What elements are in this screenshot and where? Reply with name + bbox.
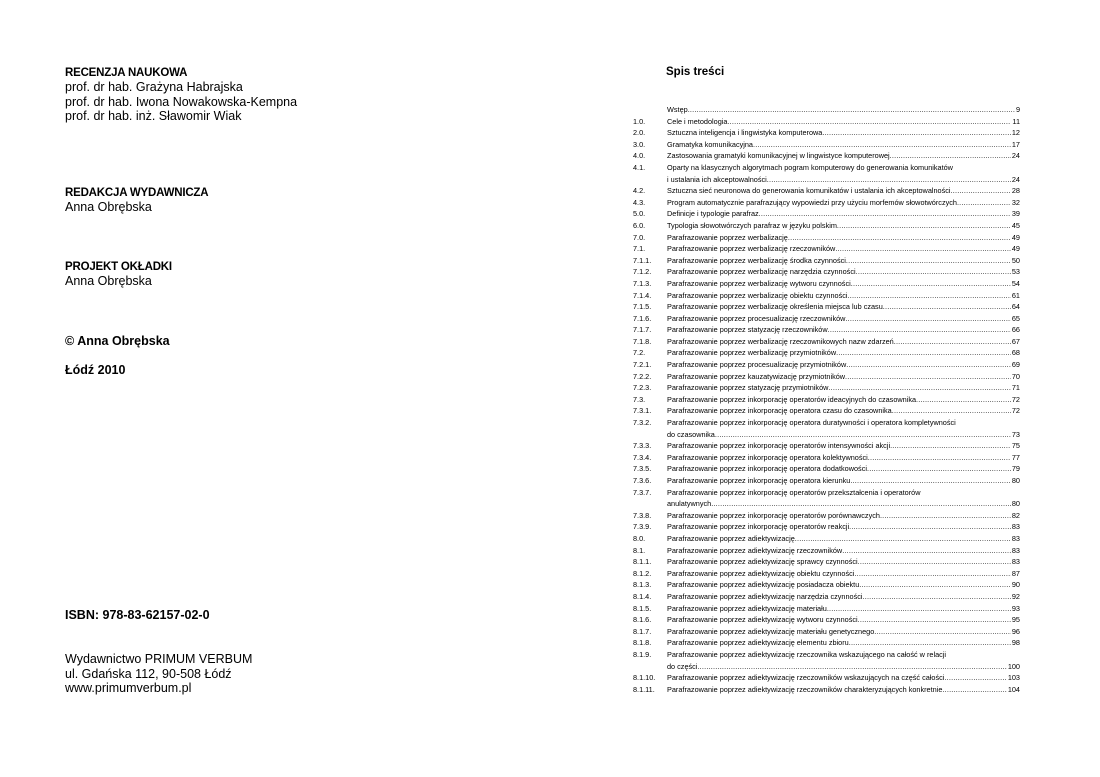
toc-entry-number: 1.0. xyxy=(633,116,646,126)
toc-entry-page: 53 xyxy=(1011,267,1020,277)
toc-entry-page: 54 xyxy=(1011,278,1020,288)
toc-title: Spis treści xyxy=(666,66,725,78)
toc-entry-title: Parafrazowanie poprzez inkorporację operatorów reakcji xyxy=(667,522,850,532)
editorial-block xyxy=(65,186,208,215)
toc-dot-leader xyxy=(894,336,1011,348)
toc-entry-page: 69 xyxy=(1011,360,1020,370)
toc-entry-number: 7.1.7. xyxy=(633,325,652,335)
toc-entry-page: 24 xyxy=(1011,174,1020,184)
toc-dot-leader xyxy=(711,498,1011,510)
toc-entry-page: 32 xyxy=(1011,197,1020,207)
toc-entry xyxy=(633,603,1020,615)
toc-entry xyxy=(633,127,1020,139)
toc-entry xyxy=(633,255,1020,267)
toc-entry xyxy=(633,359,1020,371)
toc-entry-page: 83 xyxy=(1011,522,1020,532)
toc-entry-page: 83 xyxy=(1011,557,1020,567)
copyright: © Anna Obrębska xyxy=(65,334,170,348)
toc-entry xyxy=(633,533,1020,545)
toc-entry xyxy=(633,637,1020,649)
toc-entry-number: 7.1. xyxy=(633,244,646,254)
toc-entry xyxy=(633,162,1020,185)
toc-entry-number: 7.3.5. xyxy=(633,464,652,474)
toc-entry-page: 73 xyxy=(1011,429,1020,439)
toc-entry-page: 9 xyxy=(1015,105,1020,114)
toc-entry xyxy=(633,405,1020,417)
toc-entry xyxy=(633,266,1020,278)
toc-entry-number: 8.1.7. xyxy=(633,626,652,636)
toc-entry-number: 7.0. xyxy=(633,232,646,242)
toc-entry-title: Parafrazowanie poprzez inkorporację operatora duratywności i operatora kompletywności xyxy=(667,418,956,428)
reviewer-2: prof. dr hab. Iwona Nowakowska-Kempna xyxy=(65,94,298,109)
toc-dot-leader xyxy=(883,301,1011,313)
toc-dot-leader xyxy=(753,139,1011,151)
toc-entry-number: 8.0. xyxy=(633,533,646,543)
toc-entry-number: 4.3. xyxy=(633,197,646,207)
toc-dot-leader xyxy=(858,556,1011,568)
toc-dot-leader xyxy=(837,220,1011,232)
toc-entry-page: 79 xyxy=(1011,464,1020,474)
toc-dot-leader xyxy=(951,185,1011,197)
toc-entry-title: Parafrazowanie poprzez werbalizację wytworu czynności xyxy=(667,278,851,288)
reviewer-3: prof. dr hab. inż. Sławomir Wiak xyxy=(65,109,242,123)
toc-dot-leader xyxy=(858,614,1011,626)
toc-dot-leader xyxy=(854,568,1010,580)
toc-entry xyxy=(633,313,1020,325)
toc-dot-leader xyxy=(868,452,1011,464)
cover-block xyxy=(65,260,172,289)
toc-entry-title: Parafrazowanie poprzez procesualizację przymiotników xyxy=(667,360,847,370)
toc-entry-number: 8.1.10. xyxy=(633,673,656,683)
toc-entry-title: Parafrazowanie poprzez inkorporację operatorów ideacyjnych do czasownika xyxy=(667,394,917,404)
toc-entry-title: Parafrazowanie poprzez werbalizację środka czynności xyxy=(667,255,846,265)
toc-entry-title: Parafrazowanie poprzez adiektywizację narzędzia czynności xyxy=(667,591,863,601)
toc-entry xyxy=(633,371,1020,383)
toc-entry xyxy=(633,104,1020,116)
toc-entry-page: 87 xyxy=(1011,568,1020,578)
toc-entry-page: 68 xyxy=(1011,348,1020,358)
toc-entry-number: 7.1.1. xyxy=(633,255,652,265)
toc-entry-title: Parafrazowanie poprzez procesualizację rzeczowników xyxy=(667,313,846,323)
toc-entry xyxy=(633,521,1020,533)
toc-entry-page: 72 xyxy=(1011,394,1020,404)
toc-entry-number: 8.1.8. xyxy=(633,638,652,648)
toc-entry-page: 93 xyxy=(1011,603,1020,613)
toc-entry xyxy=(633,672,1020,684)
toc-entry xyxy=(633,475,1020,487)
toc-dot-leader xyxy=(957,197,1011,209)
toc-entry xyxy=(633,347,1020,359)
toc-entry-page: 70 xyxy=(1011,371,1020,381)
toc-dot-leader xyxy=(788,232,1011,244)
toc-entry-page: 39 xyxy=(1011,209,1020,219)
toc-entry-title: Parafrazowanie poprzez adiektywizację posiadacza obiektu xyxy=(667,580,860,590)
toc-entry-title: Program automatycznie parafrazujący wypowiedzi przy użyciu morfemów słowotwórczych xyxy=(667,197,957,207)
toc-entry-title: Definicje i typologie parafraz xyxy=(667,209,759,219)
toc-entry-number: 7.1.3. xyxy=(633,278,652,288)
toc-dot-leader xyxy=(849,637,1011,649)
toc-entry xyxy=(633,579,1020,591)
toc-dot-leader xyxy=(849,521,1011,533)
toc-entry-number: 7.1.4. xyxy=(633,290,652,300)
toc-dot-leader xyxy=(916,394,1011,406)
toc-entry-title: Parafrazowanie poprzez inkorporację operatorów intensywności akcji xyxy=(667,441,891,451)
toc-entry-page: 90 xyxy=(1011,580,1020,590)
toc-entry-number: 8.1.2. xyxy=(633,568,652,578)
toc-dot-leader xyxy=(845,313,1010,325)
toc-dot-leader xyxy=(874,626,1011,638)
toc-dot-leader xyxy=(727,116,1011,128)
publisher-address: ul. Gdańska 112, 90-508 Łódź xyxy=(65,666,232,681)
toc-entry-number: 6.0. xyxy=(633,220,646,230)
toc-entry xyxy=(633,336,1020,348)
toc-entry-title: Parafrazowanie poprzez adiektywizację rzeczowników charakteryzujących konkretnie xyxy=(667,684,943,694)
toc-entry-number: 7.2. xyxy=(633,348,646,358)
toc-dot-leader xyxy=(845,371,1011,383)
toc-entry xyxy=(633,324,1020,336)
toc-dot-leader xyxy=(892,405,1011,417)
toc-entry-number: 8.1.3. xyxy=(633,580,652,590)
toc-dot-leader xyxy=(863,591,1011,603)
toc-dot-leader xyxy=(759,208,1011,220)
toc-dot-leader xyxy=(822,127,1011,139)
cover-name: Anna Obrębska xyxy=(65,274,152,288)
toc-dot-leader xyxy=(890,150,1011,162)
toc-entry-page: 49 xyxy=(1011,244,1020,254)
toc-entry-number: 7.3.6. xyxy=(633,476,652,485)
toc-entry-number-spacer xyxy=(633,174,667,186)
toc-dot-leader xyxy=(942,684,1006,696)
toc-entry-title: Gramatyka komunikacyjna xyxy=(667,139,753,149)
toc-entry xyxy=(633,626,1020,638)
toc-entry xyxy=(633,614,1020,626)
toc-entry-title: Parafrazowanie poprzez adiektywizację materiału genetycznego xyxy=(667,626,875,636)
toc-dot-leader xyxy=(828,382,1010,394)
toc-entry-title: Parafrazowanie poprzez werbalizację przymiotników xyxy=(667,348,837,358)
toc-entry-number: 8.1.4. xyxy=(633,591,652,601)
toc-entry-number: 2.0. xyxy=(633,128,646,138)
toc-dot-leader xyxy=(767,174,1011,186)
toc-entry xyxy=(633,440,1020,452)
toc-dot-leader xyxy=(890,440,1011,452)
toc-entry-title-continuation: anulatywnych xyxy=(667,499,712,509)
toc-dot-leader xyxy=(697,661,1006,673)
toc-dot-leader xyxy=(944,672,1006,684)
toc-dot-leader xyxy=(795,533,1011,545)
toc-entry-number: 4.0. xyxy=(633,151,646,161)
toc-entry-title: Parafrazowanie poprzez werbalizację narzędzia czynności xyxy=(667,267,856,277)
toc-dot-leader xyxy=(828,324,1011,336)
toc-entry xyxy=(633,510,1020,522)
toc-dot-leader xyxy=(715,429,1011,441)
toc-entry xyxy=(633,185,1020,197)
toc-entry-page: 80 xyxy=(1011,476,1020,485)
toc-entry-page: 103 xyxy=(1007,673,1020,683)
toc-entry-number: 8.1.6. xyxy=(633,615,652,625)
toc-entry xyxy=(633,232,1020,244)
toc-entry-number: 4.2. xyxy=(633,186,646,196)
toc-entry-title: Parafrazowanie poprzez adiektywizację rzeczowników xyxy=(667,545,843,555)
toc-entry-page: 75 xyxy=(1011,441,1020,451)
publisher-name: Wydawnictwo PRIMUM VERBUM xyxy=(65,652,253,666)
place-year: Łódź 2010 xyxy=(65,363,126,377)
toc-entry-title: Parafrazowanie poprzez kauzatywizację przymiotników xyxy=(667,371,846,381)
publisher-website: www.primumverbum.pl xyxy=(65,681,192,695)
toc-entry-page: 64 xyxy=(1011,302,1020,312)
toc-entry xyxy=(633,556,1020,568)
toc-entry-number: 7.3.9. xyxy=(633,522,652,532)
toc-entry-number: 7.3.3. xyxy=(633,441,652,451)
toc-entry-title: Sztuczna sieć neuronowa do generowania komunikatów i ustalania ich akceptowalności xyxy=(667,186,951,196)
toc-entry-title: Parafrazowanie poprzez adiektywizację elementu zbioru xyxy=(667,638,849,648)
toc-entry-number: 7.1.5. xyxy=(633,302,652,312)
toc-entry xyxy=(633,545,1020,557)
toc-entry-page: 17 xyxy=(1011,139,1020,149)
toc-entry xyxy=(633,417,1020,440)
toc-entry-page: 61 xyxy=(1011,290,1020,300)
toc-entry-title: Parafrazowanie poprzez statyzację przymiotników xyxy=(667,383,829,393)
toc-dot-leader xyxy=(842,545,1011,557)
toc-entry-title: Sztuczna inteligencja i lingwistyka komputerowa xyxy=(667,128,823,138)
toc-dot-leader xyxy=(846,359,1011,371)
toc-entry xyxy=(633,150,1020,162)
toc-entry-page: 98 xyxy=(1011,638,1020,648)
toc-entry-page: 50 xyxy=(1011,255,1020,265)
publisher-block xyxy=(65,652,252,696)
toc-entry-page: 24 xyxy=(1011,151,1020,161)
review-heading: RECENZJA NAUKOWA xyxy=(65,67,188,79)
toc-entry-number: 8.1.11. xyxy=(633,684,655,694)
toc-entry-number-spacer xyxy=(633,498,667,510)
toc-entry-page: 80 xyxy=(1011,499,1020,509)
toc-entry-number: 8.1.1. xyxy=(633,557,652,567)
toc-entry xyxy=(633,463,1020,475)
toc-entry-title: Parafrazowanie poprzez adiektywizację sprawcy czynności xyxy=(667,557,858,567)
toc-entry-title: Parafrazowanie poprzez inkorporację operatora kierunku xyxy=(667,476,851,485)
toc-entry-title-continuation: do czasownika xyxy=(667,429,715,439)
toc-entry-title: Parafrazowanie poprzez adiektywizację wytworu czynności xyxy=(667,615,858,625)
toc-entry-page: 77 xyxy=(1011,452,1020,462)
toc-entry-page: 67 xyxy=(1011,336,1020,346)
toc-entry-page: 72 xyxy=(1011,406,1020,416)
isbn: ISBN: 978-83-62157-02-0 xyxy=(65,608,210,622)
toc-dot-leader xyxy=(688,104,1015,116)
toc-entry-title: Parafrazowanie poprzez inkorporację operatorów przekształcenia i operatorów xyxy=(667,487,921,497)
toc-entry xyxy=(633,116,1020,128)
toc-entry-page: 82 xyxy=(1011,510,1020,520)
toc-entry-number: 7.1.8. xyxy=(633,336,652,346)
toc-entry xyxy=(633,684,1020,696)
toc-entry-page: 83 xyxy=(1011,545,1020,555)
toc-entry-title: Parafrazowanie poprzez adiektywizację obiektu czynności xyxy=(667,568,855,578)
toc-entry-number: 7.3.1. xyxy=(633,406,652,416)
toc-entry-page: 65 xyxy=(1011,313,1020,323)
toc-dot-leader xyxy=(867,463,1011,475)
toc-entry xyxy=(633,208,1020,220)
toc-dot-leader xyxy=(851,278,1011,290)
toc-entry-title: Parafrazowanie poprzez adiektywizację rzeczownika wskazującego na całość w relacji xyxy=(667,649,947,659)
toc-dot-leader xyxy=(880,510,1011,522)
toc-entry xyxy=(633,591,1020,603)
toc-entry-page: 45 xyxy=(1011,220,1020,230)
table-of-contents xyxy=(633,104,1020,695)
toc-entry-title: Parafrazowanie poprzez adiektywizację rzeczowników wskazujących na część całości xyxy=(667,673,945,683)
toc-entry-number xyxy=(633,104,667,116)
toc-entry-number-spacer xyxy=(633,429,667,441)
toc-dot-leader xyxy=(835,243,1011,255)
toc-entry-title: Parafrazowanie poprzez inkorporację operatorów porównawczych xyxy=(667,510,880,520)
toc-entry-number: 8.1. xyxy=(633,545,646,555)
toc-entry-page: 71 xyxy=(1011,383,1020,393)
toc-entry-page: 28 xyxy=(1011,186,1020,196)
toc-entry-title: Zastosowania gramatyki komunikacyjnej w lingwistyce komputerowej xyxy=(667,151,890,161)
toc-entry xyxy=(633,382,1020,394)
reviewer-1: prof. dr hab. Grażyna Habrajska xyxy=(65,80,243,94)
toc-dot-leader xyxy=(827,603,1011,615)
toc-entry-title: Parafrazowanie poprzez inkorporację operatora czasu do czasownika xyxy=(667,406,892,416)
toc-entry-number: 8.1.9. xyxy=(633,649,652,659)
toc-entry-title: Parafrazowanie poprzez werbalizację obiektu czynności xyxy=(667,290,848,300)
toc-entry-title: Parafrazowanie poprzez werbalizację rzeczownikowych nazw zdarzeń xyxy=(667,336,894,346)
toc-entry-title: Parafrazowanie poprzez adiektywizację materiału xyxy=(667,603,827,613)
cover-heading: PROJEKT OKŁADKI xyxy=(65,261,172,273)
toc-entry-number: 5.0. xyxy=(633,209,646,219)
toc-entry-title: Parafrazowanie poprzez inkorporację operatora dodatkowości xyxy=(667,464,867,474)
toc-entry-number-spacer xyxy=(633,661,667,673)
toc-entry-title: Wstęp xyxy=(667,105,688,114)
toc-entry-page: 11 xyxy=(1012,116,1020,126)
toc-entry-number: 7.3.4. xyxy=(633,452,652,462)
toc-entry-page: 83 xyxy=(1011,533,1020,543)
toc-entry-page: 95 xyxy=(1011,615,1020,625)
toc-entry-title: Parafrazowanie poprzez inkorporację operatora kolektywności xyxy=(667,452,868,462)
toc-entry-number: 7.1.2. xyxy=(633,267,652,277)
toc-entry-page: 49 xyxy=(1011,232,1020,242)
toc-entry-title: Parafrazowanie poprzez adiektywizację xyxy=(667,533,795,543)
toc-entry xyxy=(633,220,1020,232)
toc-entry xyxy=(633,197,1020,209)
toc-dot-leader xyxy=(848,290,1011,302)
toc-entry-title: Parafrazowanie poprzez statyzację rzeczowników xyxy=(667,325,828,335)
toc-entry-page: 104 xyxy=(1007,684,1020,694)
toc-dot-leader xyxy=(836,347,1011,359)
toc-entry-page: 66 xyxy=(1011,325,1020,335)
editorial-heading: REDAKCJA WYDAWNICZA xyxy=(65,187,209,199)
toc-entry-title: Typologia słowotwórczych parafraz w języku polskim xyxy=(667,220,837,230)
toc-entry xyxy=(633,394,1020,406)
toc-entry xyxy=(633,139,1020,151)
toc-entry xyxy=(633,301,1020,313)
toc-entry-number: 3.0. xyxy=(633,139,646,149)
toc-entry xyxy=(633,649,1020,672)
toc-dot-leader xyxy=(859,579,1011,591)
toc-entry-number: 7.2.3. xyxy=(633,383,652,393)
editorial-name: Anna Obrębska xyxy=(65,200,152,214)
toc-entry-number: 7.1.6. xyxy=(633,313,652,323)
toc-entry xyxy=(633,278,1020,290)
toc-entry-number: 7.2.2. xyxy=(633,371,652,381)
toc-entry-number: 8.1.5. xyxy=(633,603,652,613)
toc-dot-leader xyxy=(856,266,1011,278)
toc-entry-number: 7.3.8. xyxy=(633,510,652,520)
toc-entry xyxy=(633,487,1020,510)
toc-entry xyxy=(633,290,1020,302)
toc-entry-number: 7.3. xyxy=(633,394,646,404)
toc-entry-title: Parafrazowanie poprzez werbalizację xyxy=(667,232,788,242)
toc-entry-number: 7.3.2. xyxy=(633,418,652,428)
toc-entry-page: 96 xyxy=(1011,626,1020,636)
toc-entry-page: 12 xyxy=(1011,128,1020,138)
toc-dot-leader xyxy=(846,255,1011,267)
toc-entry-title: Cele i metodologia xyxy=(667,116,728,126)
toc-entry xyxy=(633,568,1020,580)
toc-entry-number: 7.2.1. xyxy=(633,360,652,370)
toc-entry-title: Parafrazowanie poprzez werbalizację rzeczowników xyxy=(667,244,836,254)
toc-entry-number: 7.3.7. xyxy=(633,487,652,497)
toc-entry-number: 4.1. xyxy=(633,162,646,172)
toc-entry-page: 92 xyxy=(1011,591,1020,601)
toc-entry-title-continuation: do części xyxy=(667,661,698,671)
toc-entry-title: Parafrazowanie poprzez werbalizację określenia miejsca lub czasu xyxy=(667,302,883,312)
toc-entry-page: 100 xyxy=(1007,661,1020,671)
toc-entry-title-continuation: i ustalania ich akceptowalności xyxy=(667,174,767,184)
toc-entry-title: Oparty na klasycznych algorytmach pogram komputerowy do generowania komunikatów xyxy=(667,162,953,172)
toc-dot-leader xyxy=(850,475,1011,487)
review-block xyxy=(65,66,297,124)
toc-entry xyxy=(633,452,1020,464)
toc-entry xyxy=(633,243,1020,255)
